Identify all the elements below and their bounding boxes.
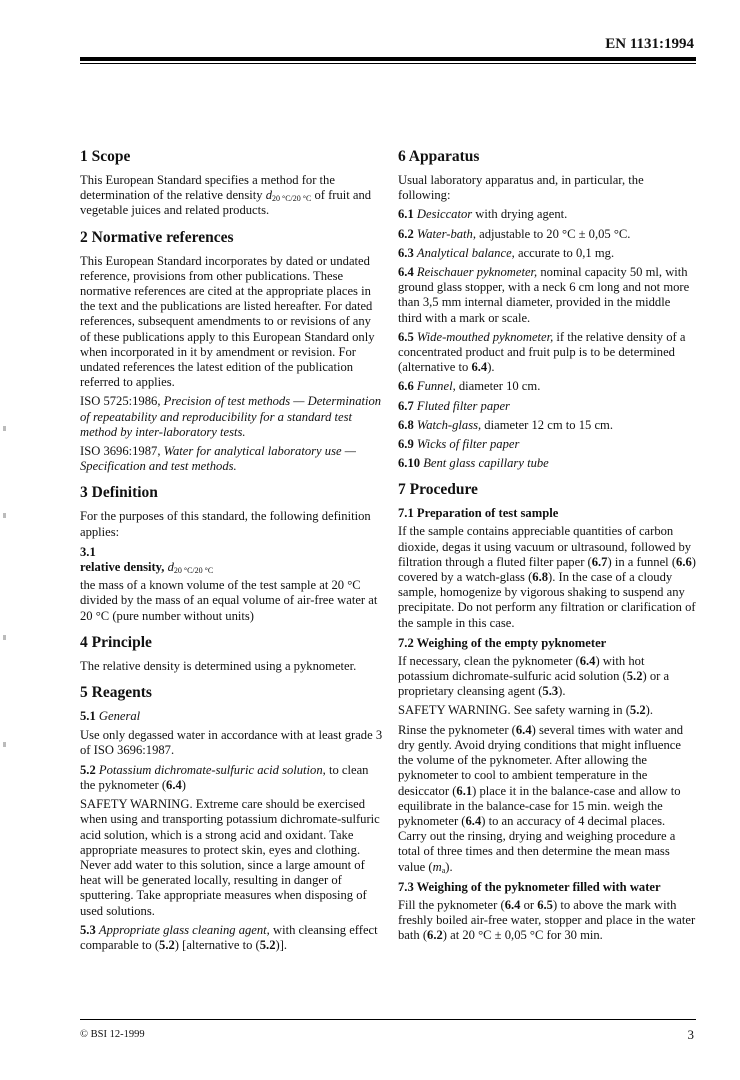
margin-mark xyxy=(3,742,6,747)
header-rule xyxy=(80,57,696,61)
section-title: 2 Normative references xyxy=(80,228,234,246)
paragraph: This European Standard specifies a method for the determination of the relative density $d_{20 ^\circ C/20 ^\circ C}$ of fruit and vegetable juices and related products. xyxy=(80,173,372,218)
section-title: 3 Definition xyxy=(80,484,158,502)
defined-term: relative density, $d_{20 ^\circ C/20 ^\circ C}$ xyxy=(80,560,214,576)
margin-mark xyxy=(3,513,6,518)
apparatus-item: 6.3 Analytical balance, accurate to 0,1 mg. xyxy=(398,245,615,260)
paragraph: Usual laboratory apparatus and, in particular, the following: xyxy=(398,173,644,203)
section-title: 7 Procedure xyxy=(398,481,478,499)
apparatus-item: 6.6 Funnel, diameter 10 cm. xyxy=(398,379,541,394)
paragraph: the mass of a known volume of the test sample at 20 °C divided by the mass of an equal volume of air-free water at 20 °C (pure number without units) xyxy=(80,578,378,623)
paragraph: If necessary, clean the pyknometer (6.4) with hot potassium dichromate-sulfuric acid solution (5.2) or a proprietary cleansing agent (5.3). xyxy=(398,653,670,699)
subclause-heading: 7.2 Weighing of the empty pyknometer xyxy=(398,635,607,650)
paragraph: The relative density is determined using a pyknometer. xyxy=(80,658,357,673)
left-column xyxy=(80,148,383,963)
section-title: 4 Principle xyxy=(80,633,152,651)
safety-warning: SAFETY WARNING. Extreme care should be exercised when using and transporting potassium dichromate-sulfuric acid solution, which is a strong acid and oxidant. Take appropriate measures to protect skin, eyes and clothing. Never add water to this solution, since a large amount of heat will be generated locally, resulting in danger of sputtering. Take appropriate measures when disposing of used solutions. xyxy=(80,797,380,918)
apparatus-item: 6.7 Fluted filter paper xyxy=(398,398,510,413)
margin-mark xyxy=(3,426,6,431)
apparatus-item: 6.9 Wicks of filter paper xyxy=(398,437,520,452)
section-apparatus xyxy=(398,148,696,471)
subclause: 5.3 Appropriate glass cleaning agent, with cleansing effect comparable to (5.2) [alternative to (5.2)]. xyxy=(80,922,378,952)
clause-number: 3.1 xyxy=(80,544,96,559)
section-procedure xyxy=(398,481,696,943)
paragraph: Fill the pyknometer (6.4 or 6.5) to above the mark with freshly boiled air-free water, stopper and place in the water bath (6.2) at 20 °C ± 0,05 °C for 30 min. xyxy=(398,897,696,943)
subclause-heading: 7.1 Preparation of test sample xyxy=(398,506,559,521)
right-column xyxy=(398,148,696,953)
apparatus-item: 6.2 Water-bath, adjustable to 20 °C ± 0,05 °C. xyxy=(398,226,631,241)
apparatus-item: 6.1 Desiccator with drying agent. xyxy=(398,207,568,222)
apparatus-item: 6.5 Wide-mouthed pyknometer, if the relative density of a concentrated product and fruit pulp is to be determined (alternative to 6.4). xyxy=(398,329,686,375)
margin-mark xyxy=(3,635,6,640)
subclause: 5.2 Potassium dichromate-sulfuric acid solution, to clean the pyknometer (6.4) xyxy=(80,762,369,792)
page-number: 3 xyxy=(687,1027,694,1042)
apparatus-item: 6.4 Reischauer pyknometer, nominal capacity 50 ml, with ground glass stopper, with a neck 6 cm long and not more than 3,5 mm internal diameter, provided in the middle third with a mark or scale. xyxy=(398,265,690,325)
section-principle xyxy=(80,634,383,674)
paragraph: If the sample contains appreciable quantities of carbon dioxide, degas it using vacuum or ultrasound, followed by filtration through a fluted filter paper (6.7) in a funnel (6.6) covered by a watch-glass (6.8). In the case of a cloudy sample, homogenize by vigorous shaking to suspend any precipitate. Do not perform any filtration or clarification of the sample in this case. xyxy=(398,524,696,630)
copyright-notice: © BSI 12-1999 xyxy=(80,1029,145,1040)
section-definition xyxy=(80,484,383,623)
section-reagents xyxy=(80,684,383,953)
document-code: EN 1131:1994 xyxy=(605,36,694,52)
paragraph: Use only degassed water in accordance with at least grade 3 of ISO 3696:1987. xyxy=(80,728,383,758)
section-title: 6 Apparatus xyxy=(398,148,480,165)
apparatus-item: 6.10 Bent glass capillary tube xyxy=(398,456,549,471)
section-normative-references xyxy=(80,229,383,475)
section-title: 1 Scope xyxy=(80,148,131,165)
section-scope xyxy=(80,148,383,219)
paragraph: This European Standard incorporates by dated or undated reference, provisions from other publications. These normative references are cited at the appropriate places in the text and the publications are listed hereafter. For dated references, subsequent amendments to or revisions of any of these publications apply to this European Standard only when incorporated in it by amendment or revision. For undated references the latest edition of the publication referred to applies. xyxy=(80,253,375,390)
paragraph: Rinse the pyknometer (6.4) several times with water and dry gently. Avoid drying conditions that might influence the volume of the pyknometer. After allowing the pyknometer to cool to ambient temperature in the desiccator (6.1) place it in the balance-case and allow to equilibrate in the balance-case for 15 min. weigh the pyknometer (6.4) to an accuracy of 4 decimal places. Carry out the rinsing, drying and weighing procedure a total of three times and then determine the mean mass value $(m_a)$. xyxy=(398,722,684,875)
footer-rule xyxy=(80,1019,696,1020)
subclause-heading: 7.3 Weighing of the pyknometer filled with water xyxy=(398,879,661,894)
header-rule-thin xyxy=(80,63,696,64)
reference-item: ISO 5725:1986, Precision of test methods — Determination of repeatability and reproducibility for a standard test method by inter-laboratory tests. xyxy=(80,394,382,439)
subclause-heading: 5.1 General xyxy=(80,709,141,724)
paragraph: For the purposes of this standard, the following definition applies: xyxy=(80,509,371,539)
reference-item: ISO 3696:1987, Water for analytical laboratory use — Specification and test methods. xyxy=(80,444,356,474)
apparatus-item: 6.8 Watch-glass, diameter 12 cm to 15 cm. xyxy=(398,417,614,432)
section-title: 5 Reagents xyxy=(80,684,152,702)
safety-warning: SAFETY WARNING. See safety warning in (5.2). xyxy=(398,703,653,718)
